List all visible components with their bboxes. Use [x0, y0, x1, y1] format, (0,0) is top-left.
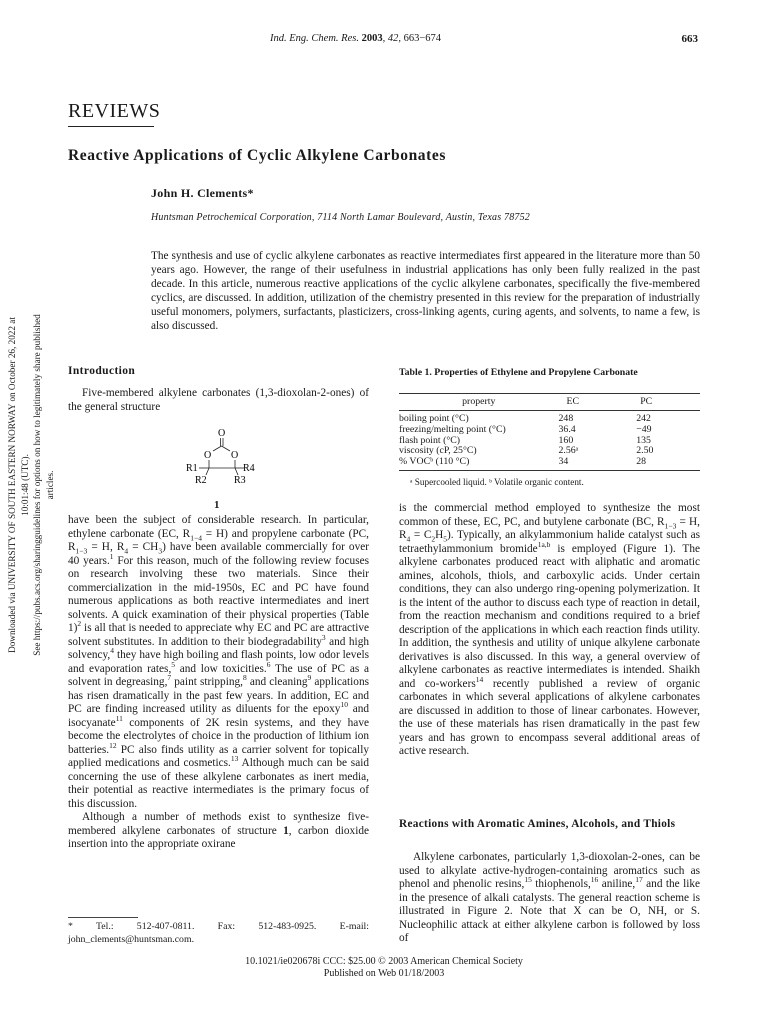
journal-volume: 42: [387, 33, 399, 44]
table1-header-property: property: [399, 394, 559, 411]
author-name: John H. Clements*: [151, 186, 254, 200]
table-cell: flash point (°C): [399, 434, 461, 446]
download-notice: [6, 300, 55, 670]
table1-header-ec: EC: [559, 394, 637, 411]
article-title: Reactive Applications of Cyclic Alkylene Carbonates: [68, 147, 447, 164]
journal-year: 2003: [361, 33, 383, 44]
right-paragraph-2: Alkylene carbonates, particularly 1,3-dioxolan-2-ones, can be used to alkylate active-hydrogen-containing aromatics such as phenol and phenolic resins,$^{15}$ thiophenols,$^{16}$ aniline,$^{17}$ and the like in the presence of alkali catalysts. The general reaction scheme is illustrated in Figure 2. Note that X can be O, NH, or S. Nucleophilic attack at either alkylene carbon is followed by loss of: [399, 851, 701, 944]
table-cell: 28: [636, 457, 700, 470]
table1-header-pc: PC: [636, 394, 700, 411]
download-notice-line1: Downloaded via UNIVERSITY OF SOUTH EASTERN NORWAY on October 26, 2022 at 10:01:48 (UTC).: [7, 317, 30, 653]
substituent-r3: R3: [234, 475, 246, 486]
table-cell: viscosity (cP, 25°C): [399, 445, 477, 457]
left-paragraph-1: have been the subject of considerable research. In particular, ethylene carbonate (EC, $R_{1-4} = H$) and propylene carbonate (PC, $R_{1-3} = H$, $R_4 = CH_3$) have been available commercially for over 40 years.$^1$ For this reason, much of the following review focuses on research involving these two materials. Since their commercialization in the mid-1950s, EC and PC have found numerous applications as both reactive intermediates and inert solvents. A quick examination of their physical properties (Table 1)$^2$ is all that is needed to appreciate why EC and PC are attractive solvent substitutes. In addition to their biodegradability$^3$ and high solvency,$^4$ they have high boiling and flash points, low odor levels and evaporation rates,$^5$ and low toxicities.$^6$ The use of PC as a solvent in degreasing,$^7$ paint stripping,$^8$ and cleaning$^9$ applications has risen dramatically in the past few years. In addition, EC and PC are finding increased utility as diluents for the epoxy$^{10}$ and isocyanate$^{11}$ components of 2K resin systems, and they have become the electrolytes of choice in the production of lithium ion batteries.$^{12}$ PC also finds utility as a carrier solvent for topically applied medications and cosmetics.$^{13}$ Although much can be said concerning the use of these alkylene carbonates as inert media, their potential as reactive intermediates is the primary focus of this discussion.: [68, 514, 370, 810]
table1: [399, 393, 700, 471]
author-affiliation: Huntsman Petrochemical Corporation, 7114 North Lamar Boulevard, Austin, Texas 78752: [151, 212, 531, 223]
left-body-text: [68, 514, 369, 852]
right-paragraph-1: is the commercial method employed to synthesize the most common of these, EC, PC, and butylene carbonate (BC, $R_{1-3} = H$, $R_4 = C_2H_5$). Typically, an alkylammonium halide catalyst such as tetraethylammonium bromide$^{1a,b}$ is employed (Figure 1). The alkylene carbonates produced react with aliphatic and aromatic amines, alcohols, thiols, and carboxylic acids. Under certain conditions, they can also undergo ring-opening polymerization. It is the intent of the author to discuss each type of reaction in detail, from the reaction mechanism and conditions required to a brief description of the applications in which each reaction finds utility. In addition, the synthesis and utility of unique alkylene carbonate derivatives is also discussed. In this way, a general overview of alkylene carbonates as reactive intermediates is intended. Shaikh and co-workers$^{14}$ recently published a review of organic carbonates in which several applications of alkylene carbonates are discussed in addition to those of linear carbonates. However, the use of these materials has risen dramatically in the past few years and has grown to encompass several additional areas of active research.: [399, 502, 700, 757]
corresponding-author-footnote: * Tel.: 512-407-0811. Fax: 512-483-0925. E-mail: john_clements@huntsman.com.: [68, 921, 369, 945]
download-notice-line2: See https://pubs.acs.org/sharingguidelines for options on how to legitimately share published articles.: [32, 314, 55, 656]
right-body-text: [399, 502, 700, 759]
substituent-r1: R1: [186, 463, 198, 474]
table-cell: −49: [636, 423, 652, 435]
reactions-body-text: [399, 851, 700, 946]
section-rule: [68, 126, 154, 127]
table1-header-row: [399, 394, 700, 411]
table-row: [399, 457, 700, 470]
table-row: [399, 411, 700, 425]
table-cell: 34: [559, 457, 637, 470]
publication-date-line: Published on Web 01/18/2003: [323, 968, 445, 979]
footnote-rule: [68, 917, 138, 918]
running-header: Ind. Eng. Chem. Res. 2003, 42, 663−674: [270, 33, 441, 44]
ring-oxygen-left: O: [204, 450, 212, 461]
section-label: REVIEWS: [68, 100, 161, 122]
substituent-r2: R2: [195, 475, 207, 486]
journal-abbrev: Ind. Eng. Chem. Res.: [270, 33, 359, 44]
journal-pages: 663−674: [403, 33, 441, 44]
table-cell: 36.4: [558, 423, 576, 435]
table-cell: 242: [636, 413, 651, 424]
table-cell: 248: [558, 413, 574, 424]
table-cell: freezing/melting point (°C): [399, 423, 506, 435]
intro-p1: Five-membered alkylene carbonates (1,3-dioxolan-2-ones) of the general structure: [68, 387, 369, 413]
structure-diagram: [182, 425, 262, 515]
doi-copyright-line: 10.1021/ie020678i CCC: $25.00 © 2003 American Chemical Society: [245, 956, 523, 967]
left-paragraph-2: Although a number of methods exist to synthesize five-membered alkylene carbonates of structure 1, carbon dioxide insertion into the appropriate oxirane: [68, 811, 370, 850]
ring-oxygen-right: O: [231, 450, 239, 461]
intro-paragraph: [68, 387, 369, 414]
substituent-r4: R4: [243, 463, 255, 474]
table-cell: 135: [636, 434, 651, 446]
table-cell: 2.56ᵃ: [558, 445, 579, 457]
abstract: The synthesis and use of cyclic alkylene carbonates as reactive intermediates first appeared in the literature more than 50 years ago. However, the range of their usefulness in industrial applications has only been fully realized in the past decade. In this article, numerous reactive applications of the cyclic alkylene carbonates, specifically the five-membered cyclics, are discussed. In addition, utilization of the chemistry presented in this review for the preparation of industrially useful monomers, polymers, surfactants, plasticizers, cross-linking agents, curing agents, and solvents, to name a few, is also discussed.: [151, 250, 700, 332]
intro-heading: Introduction: [68, 365, 136, 377]
reactions-heading: Reactions with Aromatic Amines, Alcohols, and Thiols: [399, 818, 676, 830]
table-cell: 160: [558, 434, 574, 446]
table1-footnote: ᵃ Supercooled liquid. ᵇ Volatile organic content.: [410, 477, 584, 487]
table-cell: % VOCᵇ (110 °C): [399, 457, 559, 470]
table-cell: 2.50: [636, 445, 654, 457]
table-row: [399, 425, 700, 436]
compound-number: 1: [214, 499, 220, 511]
table-cell: boiling point (°C): [399, 413, 469, 424]
table1-title: Table 1. Properties of Ethylene and Propylene Carbonate: [399, 367, 638, 378]
page-number: 663: [681, 33, 698, 45]
carbonyl-oxygen: O: [218, 428, 226, 439]
